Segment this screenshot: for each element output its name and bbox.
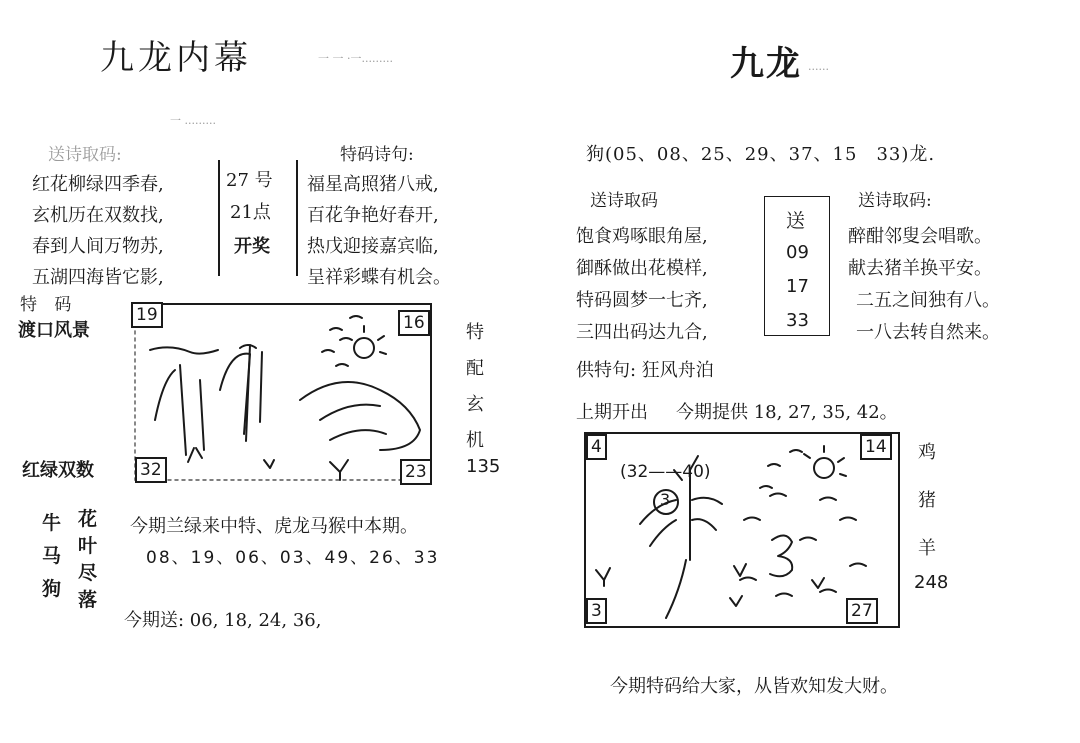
right-picture-text: (32——40) — [620, 462, 711, 482]
right-special-sentence: 供特句: 狂风舟泊 — [576, 360, 714, 381]
left-animal-1: 牛 — [42, 512, 62, 534]
right-title: 九龙 — [730, 44, 802, 84]
left-color-label: 红绿双数 — [22, 460, 94, 481]
right-animal-2: 猪 — [918, 490, 936, 511]
left-box-line-1: 27 号 — [226, 170, 273, 191]
right-faint-header: ...... — [808, 60, 829, 73]
right-poem-right-2: 献去猪羊换平安。 — [848, 258, 992, 279]
left-special-line-4: 呈祥彩蝶有机会。 — [307, 267, 451, 288]
left-send-line: 今期送: 06, 18, 24, 36, — [124, 610, 322, 631]
left-right-col-char-4: 机 — [466, 430, 484, 451]
left-animal-3: 狗 — [42, 578, 62, 600]
right-animal-1: 鸡 — [918, 442, 936, 463]
right-animal-column — [918, 438, 936, 560]
right-poem-right-1: 醉酣邻叟会唱歌。 — [848, 226, 992, 247]
left-poem-line-2: 玄机历在双数找, — [32, 205, 164, 226]
left-title: 九龙内幕 — [100, 38, 252, 78]
right-poem-title-right: 送诗取码: — [858, 191, 932, 211]
left-prediction-text: 今期兰绿来中特、虎龙马猴中本期。 — [130, 516, 418, 537]
left-poem-line-1: 红花柳绿四季春, — [32, 174, 164, 195]
right-corner-tr: 14 — [860, 434, 892, 460]
left-phrase-char-1: 花 — [78, 508, 98, 530]
right-last-period-label: 上期开出 — [576, 402, 648, 423]
left-faint-header: 一 一 ·一......... — [318, 52, 393, 65]
left-scene-label: 渡口风景 — [18, 320, 90, 341]
left-corner-tr: 16 — [398, 310, 430, 336]
left-right-number: 135 — [466, 456, 501, 477]
left-right-col-char-1: 特 — [466, 322, 484, 343]
left-corner-tl: 19 — [131, 302, 163, 328]
left-box-action: 开奖 — [234, 236, 270, 257]
left-special-line-2: 百花争艳好春开, — [307, 205, 439, 226]
left-special-line-1: 福星高照猪八戒, — [307, 174, 439, 195]
right-box-item-3: 17 — [786, 276, 809, 297]
left-te-label: 特 码 — [20, 295, 78, 315]
left-faint-subheader: 一 ......... — [170, 114, 216, 127]
left-right-col-char-2: 配 — [466, 358, 484, 379]
right-poem-left-3: 特码圆梦一七齐, — [576, 290, 708, 311]
left-poem-line-4: 五湖四海皆它影, — [32, 267, 164, 288]
right-poem-left-1: 饱食鸡啄眼角屋, — [576, 226, 708, 247]
left-phrase-char-4: 落 — [78, 589, 98, 611]
left-corner-br: 23 — [400, 459, 432, 485]
right-poem-left-4: 三四出码达九合, — [576, 322, 708, 343]
right-this-period-line: 今期提供 18, 27, 35, 42。 — [676, 402, 898, 423]
right-corner-br: 27 — [846, 598, 878, 624]
right-animal-3: 羊 — [918, 538, 936, 559]
right-picture-number: 3 — [660, 490, 671, 509]
right-poem-right-4: 一八去转自然来。 — [856, 322, 1000, 343]
right-box-item-1: 送 — [786, 210, 806, 232]
left-corner-bl: 32 — [135, 457, 167, 483]
left-special-poem-title: 特码诗句: — [340, 145, 414, 165]
right-box-item-2: 09 — [786, 242, 809, 263]
right-poem-right-3: 二五之间独有八。 — [856, 290, 1000, 311]
right-animal-number: 248 — [914, 572, 949, 593]
left-animal-2: 马 — [42, 545, 62, 567]
right-poem-left-2: 御酥做出花模样, — [576, 258, 708, 279]
right-box-item-4: 33 — [786, 310, 809, 331]
right-corner-tl: 4 — [586, 434, 607, 460]
left-special-line-3: 热戊迎接嘉宾临, — [307, 236, 439, 257]
right-poem-title-left: 送诗取码 — [590, 191, 658, 211]
left-phrase-char-2: 叶 — [78, 535, 98, 557]
left-poem-line-3: 春到人间万物苏, — [32, 236, 164, 257]
left-box-line-2: 21点 — [230, 202, 271, 223]
left-right-col-char-3: 玄 — [466, 394, 484, 415]
left-poem-faint-label: 送诗取码: — [48, 145, 122, 165]
right-corner-bl: 3 — [586, 598, 607, 624]
left-phrase-char-3: 尽 — [78, 562, 98, 584]
right-footer: 今期特码给大家，从皆欢知发大财。 — [610, 676, 898, 697]
right-dog-line: 狗(05、08、25、29、37、15 33)龙. — [586, 144, 936, 165]
left-numbers-line: 08、19、06、03、49、26、33 — [146, 548, 440, 568]
